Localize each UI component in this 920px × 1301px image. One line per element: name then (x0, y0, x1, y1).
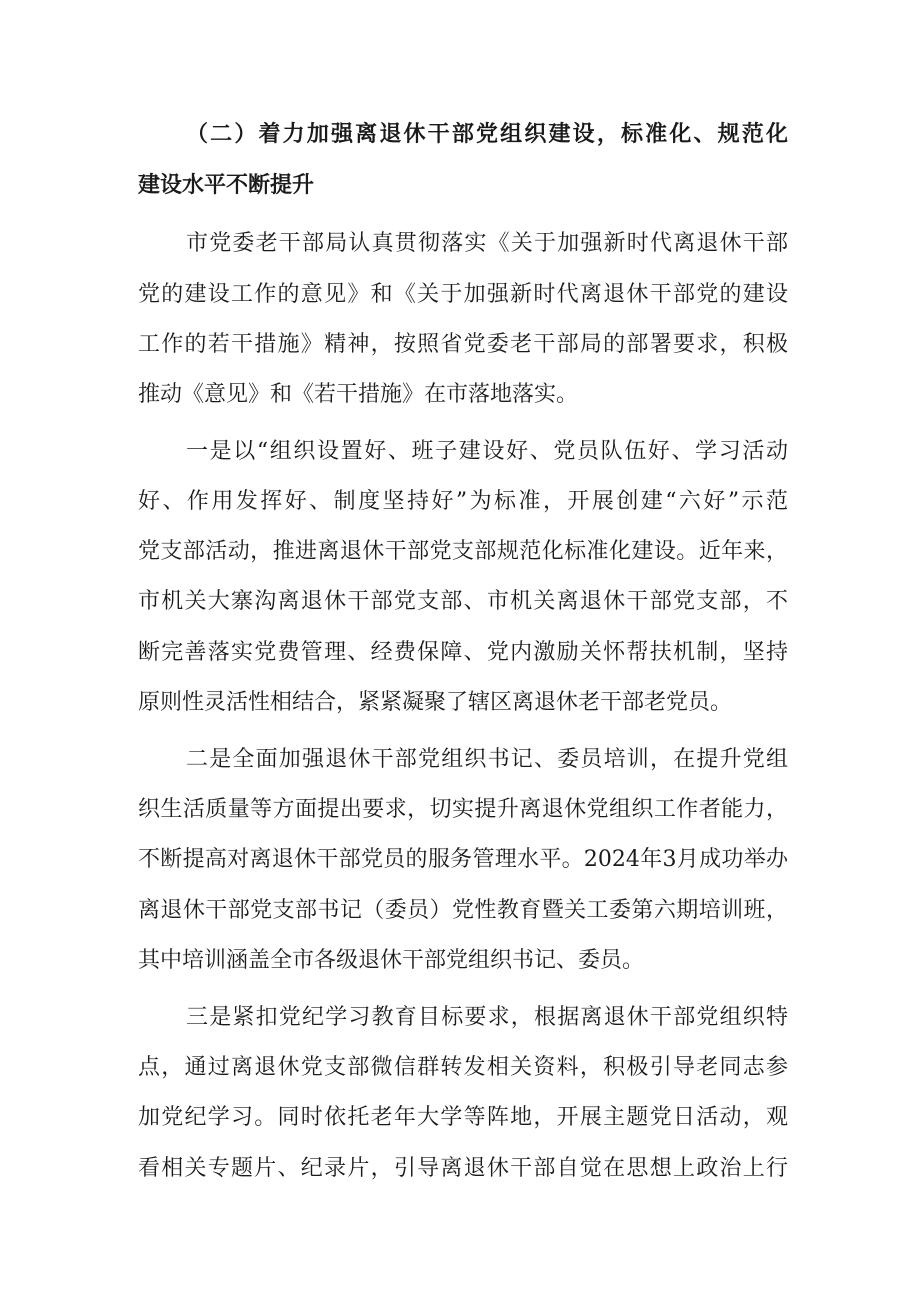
paragraph-line: 市党委老干部局认真贯彻落实《关于加强新时代离退休干部 (186, 231, 788, 256)
paragraph-line: 其中培训涵盖全市各级退休干部党组织书记、委员。 (138, 948, 645, 973)
paragraph-line: 一是以“组织设置好、班子建设好、党员队伍好、学习活动 (186, 439, 788, 464)
paragraph-line: 推动《意见》和《若干措施》在市落地落实。 (138, 382, 579, 407)
paragraph-line: 党支部活动，推进离退休干部党支部规范化标准化建设。近年来， (138, 539, 788, 564)
paragraph-line: 织生活质量等方面提出要求，切实提升离退休党组织工作者能力， (138, 797, 788, 822)
paragraph-line: 党的建设工作的意见》和《关于加强新时代离退休干部党的建设 (138, 282, 788, 307)
paragraph-line: 二是全面加强退休干部党组织书记、委员培训，在提升党组 (186, 747, 788, 772)
section-heading-line-1: （二）着力加强离退休干部党组织建设，标准化、规范化 (186, 122, 788, 147)
paragraph-line: 加党纪学习。同时依托老年大学等阵地，开展主题党日活动，观 (138, 1105, 788, 1130)
paragraph-line: 点，通过离退休党支部微信群转发相关资料，积极引导老同志参 (138, 1055, 788, 1080)
paragraph-line: 三是紧扣党纪学习教育目标要求，根据离退休干部党组织特 (186, 1005, 788, 1030)
paragraph-line: 原则性灵活性相结合，紧紧凝聚了辖区离退休老干部老党员。 (138, 690, 733, 715)
paragraph-line: 断完善落实党费管理、经费保障、党内激励关怀帮扶机制，坚持 (138, 640, 788, 665)
paragraph-line: 好、作用发挥好、制度坚持好”为标准，开展创建“六好”示范 (138, 489, 788, 514)
paragraph-line: 不断提高对离退休干部党员的服务管理水平。2024年3月成功举办 (138, 847, 788, 872)
paragraph-line: 离退休干部党支部书记（委员）党性教育暨关工委第六期培训班， (138, 898, 788, 923)
section-heading-line-2: 建设水平不断提升 (138, 173, 315, 198)
paragraph-line: 看相关专题片、纪录片，引导离退休干部自觉在思想上政治上行 (138, 1156, 788, 1181)
paragraph-line: 市机关大寨沟离退休干部党支部、市机关离退休干部党支部，不 (138, 589, 788, 614)
paragraph-line: 工作的若干措施》精神，按照省党委老干部局的部署要求，积极 (138, 332, 788, 357)
